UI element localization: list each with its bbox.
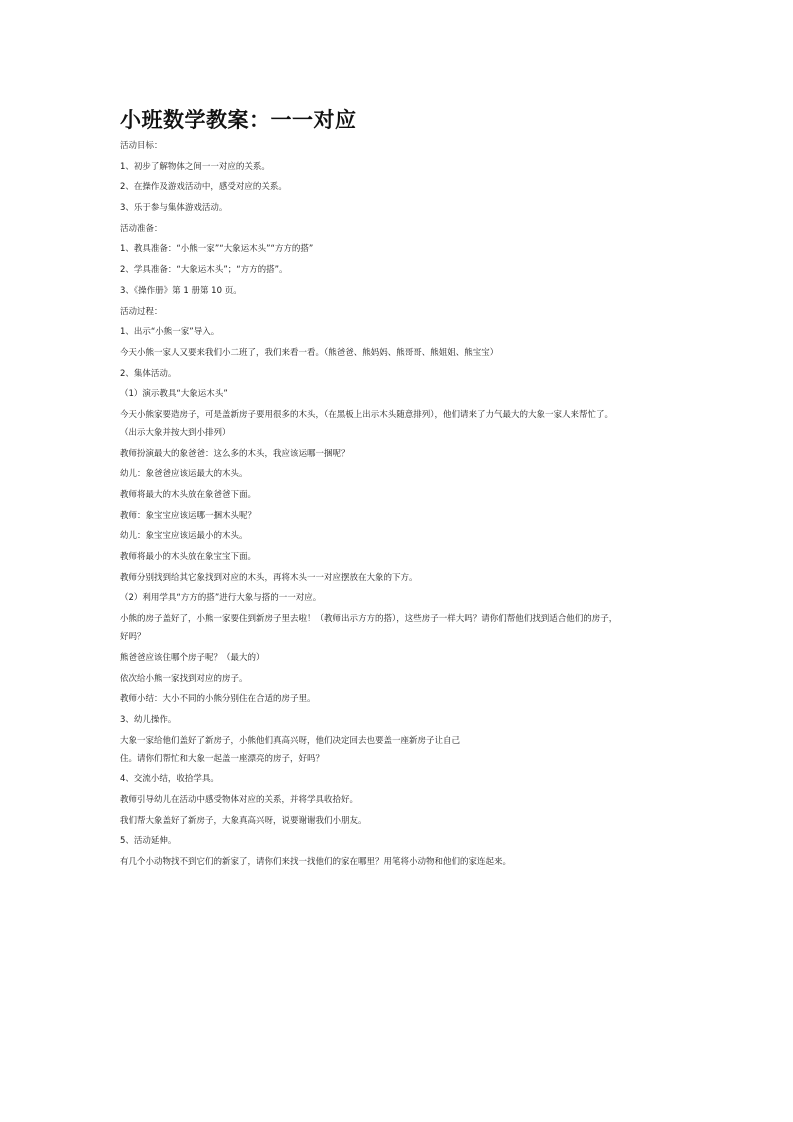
paragraph-line: 有几个小动物找不到它们的新家了，请你们来找一找他们的家在哪里？用笔将小动物和他们的家连起来。 (120, 857, 512, 867)
paragraph-line: 今天小熊家要造房子，可是盖新房子要用很多的木头，（在黑板上出示木头随意排列），他们请来了力气最大的大象一家人来帮忙了。 (120, 409, 614, 420)
paragraph-line: 3、幼儿操作。 (120, 714, 177, 725)
paragraph-line: 3、乐于参与集体游戏活动。 (120, 203, 228, 214)
paragraph-line: 住。请你们帮忙和大象一起盖一座漂亮的房子，好吗？ (120, 753, 325, 764)
paragraph-line: 2、在操作及游戏活动中，感受对应的关系。 (120, 182, 287, 193)
paragraph-line: 2、学具准备：“大象运木头”；“方方的搭”。 (120, 265, 288, 276)
paragraph-line: 好吗？ (120, 632, 146, 643)
paragraph-line: 1、出示“小熊一家”导入。 (120, 327, 220, 338)
paragraph-line: 教师引导幼儿在活动中感受物体对应的关系，并将学具收拾好。 (120, 794, 359, 805)
paragraph-line: 教师分别找到给其它象找到对应的木头，再将木头一一对应摆放在大象的下方。 (120, 572, 418, 583)
paragraph-line: 教师小结：大小不同的小熊分别住在合适的房子里。 (120, 694, 316, 705)
paragraph-line: （出示大象并按大到小排列） (120, 427, 231, 438)
paragraph-line: （2）利用学具“方方的搭”进行大象与搭的一一对应。 (120, 593, 322, 604)
paragraph-line: （1）演示教具“大象运木头” (120, 389, 228, 400)
paragraph-line: 1、教具准备：“小熊一家”“大象运木头”“方方的搭” (120, 244, 314, 255)
paragraph-line: 依次给小熊一家找到对应的房子。 (120, 673, 248, 684)
paragraph-line: 熊爸爸应该住哪个房子呢？（最大的） (120, 652, 265, 663)
paragraph-line: 教师扮演最大的象爸爸：这么多的木头，我应该运哪一捆呢？ (120, 448, 350, 459)
paragraph-line: 5、活动延伸。 (120, 836, 177, 847)
paragraph-line: 我们帮大象盖好了新房子，大象真高兴呀，说要谢谢我们小朋友。 (120, 815, 367, 826)
section-heading-goals: 活动目标： (120, 141, 163, 151)
paragraph-line: 教师将最大的木头放在象爸爸下面。 (120, 490, 257, 500)
document-title: 小班数学教案：一一对应 (120, 107, 357, 132)
paragraph-line: 4、交流小结，收拾学具。 (120, 774, 219, 785)
paragraph-line: 教师：象宝宝应该运哪一捆木头呢？ (120, 510, 257, 521)
paragraph-line: 2、集体活动。 (120, 368, 177, 379)
paragraph-line: 3、《操作册》第 1 册第 10 页。 (120, 285, 242, 296)
paragraph-line: 小熊的房子盖好了，小熊一家要住到新房子里去啦！（教师出示方方的搭），这些房子一样大吗？请你们帮他们找到适合他们的房子， (120, 614, 618, 625)
paragraph-line: 1、初步了解物体之间一一对应的关系。 (120, 161, 270, 172)
paragraph-line: 今天小熊一家人又要来我们小二班了，我们来看一看。（熊爸爸、熊妈妈、熊哥哥、熊姐姐、熊宝宝） (120, 347, 499, 358)
section-heading-process: 活动过程： (120, 306, 163, 317)
paragraph-line: 大象一家给他们盖好了新房子，小熊他们真高兴呀，他们决定回去也要盖一座新房子让自己 (120, 735, 461, 746)
paragraph-line: 幼儿：象爸爸应该运最大的木头。 (120, 469, 248, 480)
document-body (120, 141, 680, 878)
paragraph-line: 幼儿：象宝宝应该运最小的木头。 (120, 531, 248, 542)
section-heading-preparation: 活动准备： (120, 223, 163, 234)
paragraph-line: 教师将最小的木头放在象宝宝下面。 (120, 552, 257, 563)
